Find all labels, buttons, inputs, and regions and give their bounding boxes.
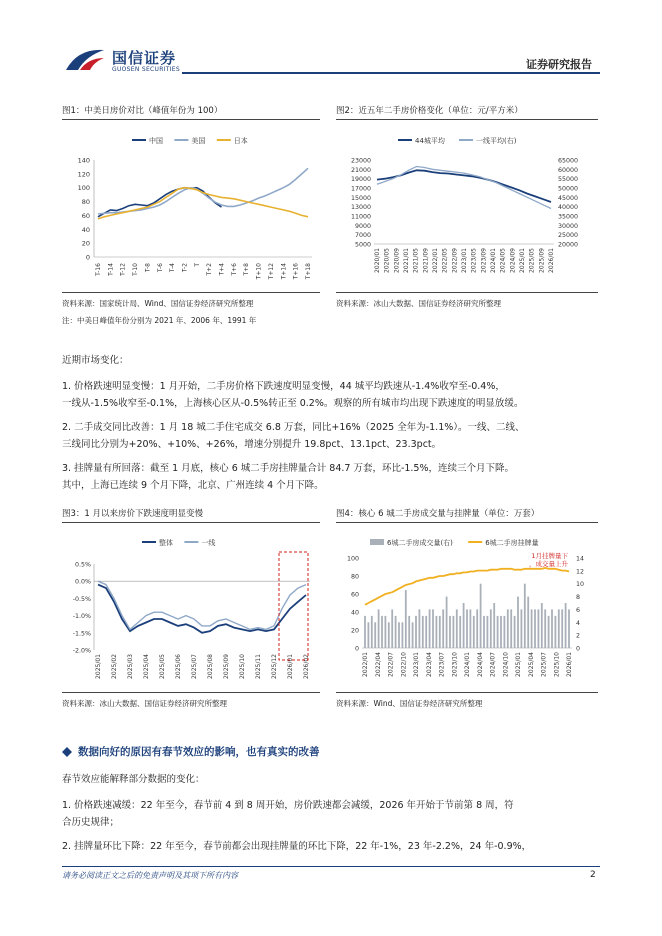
fig3-x-tick: 2025/06 (175, 654, 182, 679)
fig2-x-tick: 2025/01 (519, 248, 526, 273)
fig1-x-tick: T-12 (119, 263, 127, 276)
fig4-bar (364, 616, 366, 648)
fig3-x-tick: 2025/11 (255, 654, 262, 679)
fig2-x-tick: 2020/01 (374, 248, 381, 273)
fig4-bottom-rule (336, 692, 598, 693)
page-number: 2 (590, 870, 596, 880)
fig4-y-tick-right: 0 (576, 645, 581, 653)
fig4-y-tick-right: 8 (576, 594, 581, 602)
fig1-x-tick: T-10 (132, 263, 140, 276)
fig2-source: 资料来源：冰山大数据、国信证券经济研究所整理 (336, 299, 501, 308)
fig1-x-tick: T-14 (107, 263, 115, 276)
fig4-x-tick: 2022/04 (374, 652, 382, 677)
fig2-y-tick-left: 11000 (350, 213, 371, 221)
fig3-y-tick: 0.5% (75, 561, 91, 569)
fig1-bottom-rule (62, 292, 320, 293)
fig4-y-tick-right: 12 (576, 568, 585, 576)
fig4-x-tick: 2022/10 (400, 652, 408, 677)
fig4-bar (456, 609, 458, 648)
fig4-bar (534, 609, 536, 648)
fig3-x-tick: 2025/05 (159, 654, 166, 679)
fig3-x-tick: 2025/10 (239, 654, 246, 679)
fig3-title: 图3：1 月以来房价下跌速度明显变慢 (62, 509, 204, 519)
fig3-x-tick: 2026/02 (303, 654, 310, 679)
legend-label-0: 中国 (149, 137, 163, 145)
fig2-chart (336, 124, 598, 290)
fig4-bar (483, 616, 485, 648)
fig4-bar (538, 609, 540, 648)
fig2-x-tick: 2021/05 (412, 248, 420, 273)
fig1-x-tick: T-8 (144, 263, 152, 273)
fig2-x-tick: 2021/09 (422, 248, 430, 273)
fig4-y-tick-left: 0 (354, 645, 359, 653)
fig3-y-tick: -2.0% (72, 647, 91, 655)
section1-p2b: 三线同比分别为+20%、+10%、+26%，增速分别提升 19.8pct、13.1pct、23.3pct。 (62, 439, 442, 450)
fig4-x-tick: 2025/10 (553, 652, 561, 677)
fig4-x-tick: 2025/04 (527, 652, 535, 677)
fig4-bar (446, 597, 448, 648)
fig4-bar (412, 622, 414, 648)
fig4-y-tick-right: 14 (576, 555, 585, 563)
fig2-x-tick: 2026/01 (548, 248, 555, 273)
fig4-bar (425, 616, 427, 648)
footer-rule (62, 866, 600, 867)
fig4-annotation-line1: 1月挂牌量下 (531, 552, 568, 560)
fig4-x-tick: 2022/07 (387, 652, 395, 677)
fig4-bar (405, 590, 407, 648)
fig2-y-tick-right: 60000 (558, 166, 579, 174)
fig1-y-tick: 100 (77, 184, 90, 193)
fig1-x-tick: T+18 (305, 263, 312, 280)
fig1-y-tick: 80 (81, 198, 90, 207)
fig2-x-tick: 2025/09 (538, 248, 546, 273)
fig3-source: 资料来源：冰山大数据、国信证券经济研究所整理 (62, 699, 227, 708)
fig2-y-tick-left: 21000 (350, 166, 371, 174)
fig4-bar (439, 616, 441, 648)
fig2-y-tick-left: 17000 (350, 185, 371, 193)
fig1-series-2 (98, 188, 308, 219)
fig4-x-tick: 2023/01 (413, 652, 420, 677)
fig4-bar (432, 609, 434, 648)
fig1-x-tick: T-4 (169, 263, 177, 273)
fig4-y-tick-left: 40 (350, 609, 359, 617)
fig4-bar (514, 616, 516, 648)
fig1-y-tick: 40 (81, 225, 90, 234)
fig3-title-rule (62, 522, 320, 523)
fig2-x-tick: 2022/01 (432, 248, 439, 273)
fig1-x-tick: T+4 (218, 263, 226, 276)
fig4-title-rule (336, 522, 598, 523)
fig1-x-tick: T+6 (230, 263, 238, 276)
fig4-x-tick: 2025/07 (540, 652, 548, 677)
header (0, 0, 662, 80)
fig4-bar (391, 609, 393, 648)
fig4-bar (408, 616, 410, 648)
section1-p3b: 其中，上海已连续 9 个月下降，北京、广州连续 4 个月下降。 (62, 480, 324, 491)
fig4-x-tick: 2026/01 (566, 652, 573, 677)
fig4-bar (548, 616, 550, 648)
fig4-bar (398, 622, 400, 648)
fig3-x-tick: 2025/07 (191, 654, 198, 679)
fig1-x-tick: T-2 (181, 263, 189, 273)
fig2-y-tick-left: 19000 (350, 176, 371, 184)
section2-p2: 2. 挂牌量环比下降：22 年至今，春节前都会出现挂牌量的环比下降，22 年-1%，23 年-2.2%，24 年-0.9%， (62, 841, 532, 852)
fig2-y-tick-right: 45000 (558, 194, 579, 202)
fig4-bar (395, 616, 397, 648)
fig2-x-tick: 2023/09 (480, 248, 488, 273)
fig4-bar (487, 616, 489, 648)
fig2-x-tick: 2024/09 (509, 248, 517, 273)
fig2-x-tick: 2020/05 (383, 248, 391, 273)
fig2-y-tick-left: 9000 (354, 222, 371, 230)
fig1-x-tick: T+2 (206, 263, 214, 276)
fig2-x-tick: 2022/05 (441, 248, 449, 273)
fig4-bar (568, 609, 570, 648)
fig4-bar (415, 616, 417, 648)
fig2-bottom-rule (336, 292, 598, 293)
fig4-source: 资料来源：Wind、国信证券经济研究所整理 (336, 699, 483, 708)
fig3-y-tick: -1.0% (72, 613, 91, 621)
fig2-y-tick-right: 25000 (558, 232, 579, 240)
section1-p3: 3. 挂牌量有所回落：截至 1 月底，核心 6 城二手房挂牌量合计 84.7 万套，环比-1.5%，连续三个月下降。 (62, 463, 515, 474)
fig4-bar (473, 616, 475, 648)
fig4-bar (527, 597, 529, 648)
legend-label-0: 整体 (159, 539, 173, 547)
fig4-x-tick: 2024/07 (489, 652, 497, 677)
section1-p2: 2. 二手成交同比改善：1 月 18 城二手住宅成交 6.8 万套，同比+16%（2025 全年为-1.1%）。一线、二线、 (62, 422, 525, 433)
fig4-bar (558, 609, 560, 648)
fig4-bar (442, 609, 444, 648)
fig3-bottom-rule (62, 692, 320, 693)
legend-label-0: 6城二手房成交量(右) (387, 539, 453, 547)
fig3-x-tick: 2025/01 (95, 654, 102, 679)
fig4-bar (551, 609, 553, 648)
fig2-title: 图2：近五年二手房价格变化（单位：元/平方米） (336, 106, 523, 116)
legend-label-0: 44城平均 (415, 137, 445, 145)
fig4-bar (544, 609, 546, 648)
fig4-bar (378, 609, 380, 648)
fig1-title: 图1：中美日房价对比（峰值年份为 100） (62, 106, 223, 116)
header-rule (182, 72, 600, 74)
fig1-y-tick: 60 (81, 211, 90, 220)
fig4-y-tick-left: 80 (350, 573, 359, 581)
fig3-x-tick: 2025/12 (271, 654, 278, 679)
fig4-x-tick: 2025/01 (515, 652, 522, 677)
fig4-bar (429, 609, 431, 648)
fig3-series-1 (98, 581, 306, 629)
fig1-x-tick: T (193, 263, 201, 267)
fig4-title: 图4：核心 6 城二手房成交量与挂牌量（单位：万套） (336, 509, 540, 519)
fig4-bar (436, 616, 438, 648)
fig4-bar (555, 616, 557, 648)
fig4-bar (463, 603, 465, 648)
fig2-x-tick: 2024/01 (490, 248, 497, 273)
legend-label-1: 一线平均(右) (476, 137, 517, 145)
brand-name-en: GUOSEN SECURITIES (112, 66, 181, 73)
fig4-bar (493, 603, 495, 648)
fig4-bar (388, 622, 390, 648)
fig1-y-tick: 140 (77, 156, 90, 165)
diamond-bullet-icon (62, 747, 72, 757)
section1-p1b: 一线从-1.5%收窄至-0.1%，上海核心区从-0.5%转正至 0.2%。观察的所有城市均出现下跌速度的明显放缓。 (62, 398, 524, 409)
fig1-x-tick: T-6 (156, 263, 164, 273)
fig1-chart (62, 124, 320, 290)
fig3-x-tick: 2025/08 (207, 654, 214, 679)
fig3-chart (62, 528, 320, 690)
fig4-bar (466, 609, 468, 648)
fig4-bar (561, 609, 563, 648)
fig4-y-tick-right: 10 (576, 581, 585, 589)
legend-label-1: 一线 (201, 539, 216, 547)
fig4-bar (521, 609, 523, 648)
fig1-x-tick: T+8 (243, 263, 251, 276)
fig2-x-tick: 2023/01 (461, 248, 468, 273)
legend-swatch-0 (370, 539, 384, 545)
legend-label-1: 6城二手房挂牌量 (485, 539, 539, 547)
fig4-y-tick-left: 60 (350, 591, 359, 599)
legend-label-2: 日本 (233, 137, 248, 145)
fig4-bar (500, 616, 502, 648)
fig4-y-tick-left: 100 (346, 555, 359, 563)
fig3-y-tick: -0.5% (72, 595, 91, 603)
fig1-y-tick: 20 (81, 239, 90, 248)
fig2-x-tick: 2021/01 (403, 248, 410, 273)
guosen-logo-icon (64, 44, 106, 74)
fig4-x-tick: 2023/07 (438, 652, 446, 677)
fig2-y-tick-right: 55000 (558, 176, 579, 184)
fig4-bar (385, 616, 387, 648)
fig2-series-0 (377, 170, 551, 202)
fig4-x-tick: 2024/04 (476, 652, 484, 677)
legend-label-1: 美国 (191, 137, 206, 145)
fig4-x-tick: 2024/01 (464, 652, 471, 677)
fig2-y-tick-left: 5000 (354, 241, 371, 249)
fig2-x-tick: 2023/05 (470, 248, 478, 273)
fig2-y-tick-left: 15000 (350, 194, 371, 202)
fig4-bar (490, 609, 492, 648)
section2-p1b: 合历史规律； (62, 817, 120, 828)
fig4-bar (507, 609, 509, 648)
fig4-bar (480, 584, 482, 648)
fig2-y-tick-right: 35000 (558, 213, 579, 221)
fig4-bar (371, 616, 373, 648)
fig4-x-tick: 2022/01 (362, 652, 369, 677)
section1-heading: 近期市场变化： (62, 355, 129, 366)
fig4-y-tick-right: 4 (576, 619, 581, 627)
fig3-y-tick: -1.5% (72, 630, 91, 638)
fig1-x-tick: T+10 (255, 263, 263, 280)
fig4-x-tick: 2023/10 (451, 652, 459, 677)
fig4-bar (541, 603, 543, 648)
fig1-title-rule (62, 119, 320, 120)
fig4-bar (422, 616, 424, 648)
fig1-x-tick: T+14 (280, 263, 288, 280)
section1-p1: 1. 价格跌速明显变慢：1 月开始，二手房价格下跌速度明显变慢，44 城平均跌速从-1.4%收窄至-0.4%， (62, 381, 505, 392)
fig4-bar (449, 616, 451, 648)
fig1-source: 资料来源：国家统计局、Wind、国信证券经济研究所整理 (62, 299, 254, 308)
fig4-bar (504, 616, 506, 648)
fig4-y-tick-right: 6 (576, 606, 581, 614)
fig3-y-tick: 0.0% (75, 578, 91, 586)
fig3-x-tick: 2025/03 (127, 654, 134, 679)
fig1-y-tick: 120 (77, 170, 90, 179)
footer-disclaimer: 请务必阅读正文之后的免责声明及其项下所有内容 (62, 871, 238, 880)
fig4-annotation-line2: ，成交量上升 (529, 560, 568, 568)
section2-intro: 春节效应能解释部分数据的变化： (62, 774, 205, 785)
fig3-x-tick: 2025/09 (223, 654, 230, 679)
fig2-y-tick-right: 20000 (558, 241, 579, 249)
fig1-x-tick: T+12 (267, 263, 275, 280)
fig2-x-tick: 2020/09 (393, 248, 401, 273)
section2-heading: 数据向好的原因有春节效应的影响，也有真实的改善 (78, 746, 320, 758)
fig4-series-listings (365, 568, 569, 605)
fig2-y-tick-left: 23000 (350, 157, 371, 165)
fig3-x-tick: 2025/02 (111, 654, 118, 679)
report-type-label: 证券研究报告 (526, 58, 592, 71)
fig4-bar (497, 616, 499, 648)
fig4-x-tick: 2024/10 (502, 652, 510, 677)
fig2-x-tick: 2025/05 (528, 248, 536, 273)
fig4-bar (565, 603, 567, 648)
fig2-y-tick-left: 7000 (354, 232, 371, 240)
fig2-y-tick-right: 30000 (558, 222, 579, 230)
fig4-x-tick: 2023/04 (425, 652, 433, 677)
fig4-y-tick-right: 2 (576, 632, 581, 640)
fig2-x-tick: 2024/05 (499, 248, 507, 273)
brand-name-cn: 国信证券 (112, 49, 177, 67)
fig4-bar (517, 597, 519, 648)
fig1-note: 注：中美日峰值年份分别为 2021 年、2006 年、1991 年 (62, 316, 257, 325)
fig2-y-tick-right: 50000 (558, 185, 579, 193)
fig4-bar (402, 622, 404, 648)
fig3-x-tick: 2025/04 (143, 654, 150, 679)
fig2-y-tick-right: 65000 (558, 157, 579, 165)
fig2-x-tick: 2022/09 (451, 248, 459, 273)
fig4-bar (470, 609, 472, 648)
fig4-y-tick-left: 20 (350, 627, 359, 635)
fig4-bar (510, 609, 512, 648)
fig4-bar (531, 609, 533, 648)
section2-p1: 1. 价格跌速减缓：22 年至今，春节前 4 到 8 周开始，房价跌速都会减缓，2026 年开始于节前第 8 周，符 (62, 800, 514, 811)
fig4-bar (476, 609, 478, 648)
fig2-y-tick-left: 13000 (350, 204, 371, 212)
fig4-bar (459, 616, 461, 648)
fig4-bar (374, 622, 376, 648)
fig4-bar (381, 616, 383, 648)
fig2-title-rule (336, 119, 598, 120)
fig2-series-1 (377, 167, 551, 209)
fig1-y-tick: 0 (85, 253, 90, 262)
fig4-bar (419, 609, 421, 648)
fig4-bar (453, 616, 455, 648)
fig1-x-tick: T-16 (95, 263, 102, 276)
fig4-chart (336, 528, 598, 690)
fig1-x-tick: T+16 (292, 263, 300, 280)
fig4-bar (368, 622, 370, 648)
fig3-x-tick: 2026/01 (287, 654, 294, 679)
fig2-y-tick-right: 40000 (558, 204, 579, 212)
fig4-bar (524, 584, 526, 648)
